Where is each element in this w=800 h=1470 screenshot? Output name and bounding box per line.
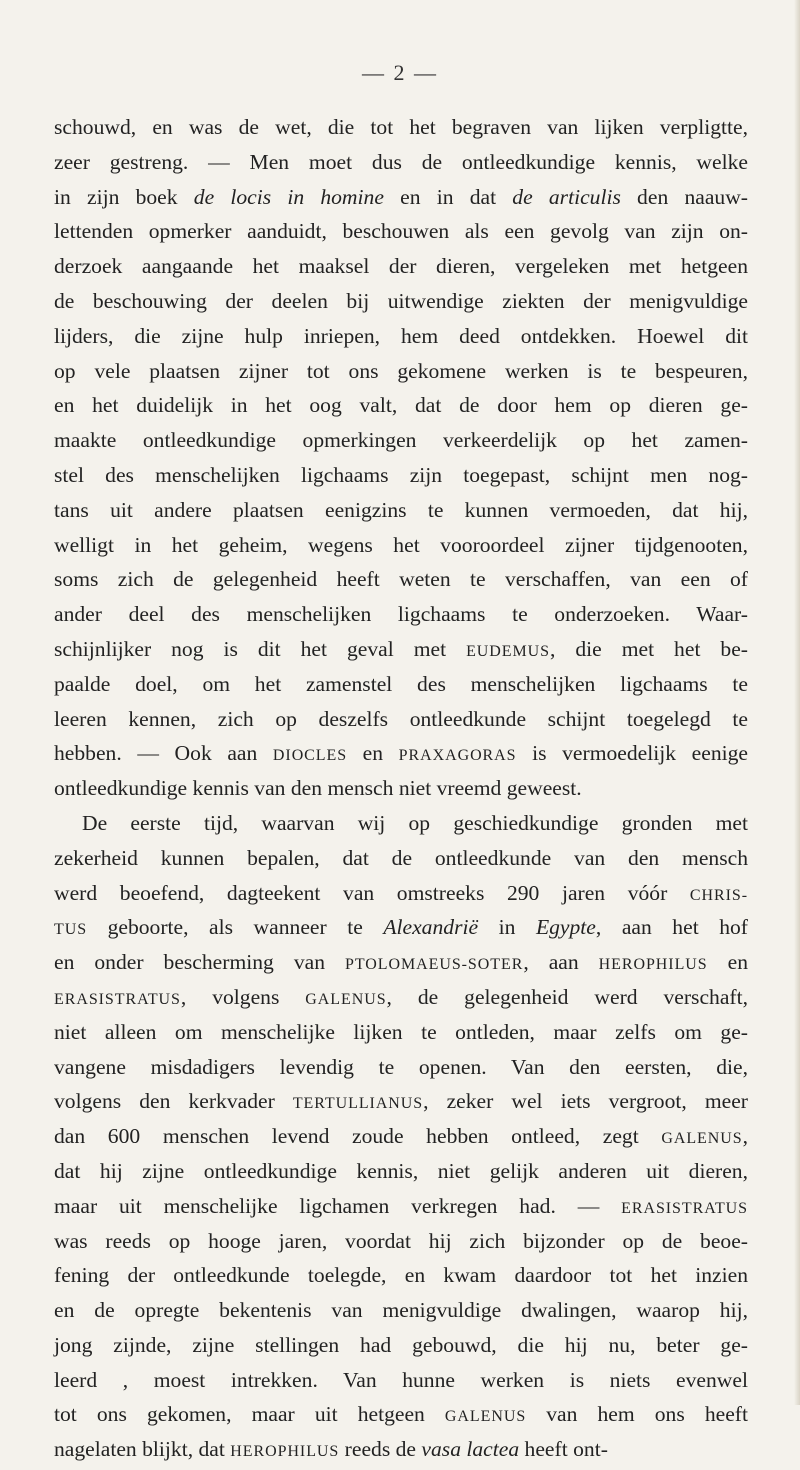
text-line	[54, 562, 748, 597]
text-segment: van hem ons heeft	[526, 1402, 748, 1427]
small-caps-name: EUDEMUS	[466, 642, 550, 660]
text-segment: derzoek aangaande het maaksel der dieren, vergeleken met hetgeen	[54, 254, 748, 279]
italic-term: de articulis	[512, 184, 621, 209]
text-line	[54, 180, 748, 215]
text-segment: welligt in het geheim, wegens het vooroordeel zijner tijdgenooten,	[54, 532, 748, 557]
page-number: — 2 —	[362, 60, 438, 85]
text-segment: volgens den kerkvader	[54, 1089, 293, 1114]
text-segment: in	[478, 915, 536, 940]
text-line	[54, 1258, 748, 1293]
text-segment: lijders, die zijne hulp inriepen, hem deed ontdekken. Hoewel dit	[54, 323, 748, 348]
text-line	[54, 1119, 748, 1154]
text-segment: lettenden opmerker aanduidt, beschouwen als een gevolg van zijn on-	[54, 219, 748, 244]
text-line	[54, 354, 748, 389]
text-line	[54, 945, 748, 980]
text-segment: den naauw-	[620, 184, 748, 209]
small-caps-name: PRAXAGORAS	[398, 747, 517, 765]
text-segment: De eerste tijd, waarvan wij op geschiedkundige gronden met	[82, 810, 748, 835]
text-line	[54, 1293, 748, 1328]
text-segment: was reeds op hooge jaren, voordat hij zich bijzonder op de beoe-	[54, 1228, 748, 1253]
text-segment: en	[347, 741, 399, 766]
text-line	[54, 597, 748, 632]
small-caps-name: TERTULLIANUS	[292, 1095, 424, 1113]
text-line	[54, 1189, 748, 1224]
text-line	[54, 1154, 748, 1189]
text-line	[54, 110, 748, 145]
text-segment: , aan	[523, 950, 599, 975]
small-caps-name: DIOCLES	[272, 747, 348, 765]
text-line	[54, 1432, 748, 1467]
text-line	[54, 493, 748, 528]
text-line	[54, 910, 748, 945]
text-line	[54, 1363, 748, 1398]
text-segment: maar uit menschelijke ligchamen verkregen had. —	[54, 1193, 622, 1218]
text-segment: en het duidelijk in het oog valt, dat de door hem op dieren ge-	[54, 393, 748, 418]
text-line	[54, 1050, 748, 1085]
text-line	[54, 145, 748, 180]
text-segment: dan 600 menschen levend zoude hebben ontleed, zegt	[54, 1124, 662, 1149]
page-edge-shadow	[794, 0, 800, 1405]
text-segment: ,	[742, 1124, 748, 1149]
text-line	[54, 876, 748, 911]
small-caps-name: GALENUS	[661, 1130, 743, 1148]
small-caps-name: GALENUS	[444, 1408, 527, 1426]
text-segment: en in dat	[383, 184, 513, 209]
text-line	[54, 214, 748, 249]
text-line	[54, 284, 748, 319]
text-line	[54, 319, 748, 354]
small-caps-name: ERASISTRATUS	[621, 1199, 748, 1217]
text-segment: geboorte, als wanneer te	[87, 915, 384, 940]
text-segment: maakte ontleedkundige opmerkingen verkeerdelijk op het zamen-	[54, 428, 748, 453]
small-caps-name: PTOLOMAEUS-SOTER	[345, 956, 524, 974]
text-segment: , die met het be-	[549, 636, 748, 661]
text-segment: nagelaten blijkt, dat	[54, 1437, 231, 1462]
text-segment: is vermoedelijk eenige	[516, 741, 748, 766]
text-segment: zekerheid kunnen bepalen, dat de ontleedkunde van den mensch	[54, 845, 748, 870]
text-segment: heeft ont-	[519, 1437, 608, 1462]
text-segment: paalde doel, om het zamenstel des menschelijken ligchaams te	[54, 671, 748, 696]
text-segment: ontleedkundige kennis van den mensch niet vreemd geweest.	[54, 776, 582, 801]
text-segment: jong zijnde, zijne stellingen had gebouwd, die hij nu, beter ge-	[54, 1332, 748, 1357]
text-segment: soms zich de gelegenheid heeft weten te verschaffen, van een of	[54, 567, 748, 592]
text-line	[54, 528, 748, 563]
text-line	[54, 458, 748, 493]
text-segment: stel des menschelijken ligchaams zijn toegepast, schijnt men nog-	[54, 462, 748, 487]
small-caps-name: HEROPHILUS	[230, 1443, 340, 1461]
text-segment: tans uit andere plaatsen eenigzins te kunnen vermoeden, dat hij,	[54, 497, 748, 522]
text-line	[54, 1224, 748, 1259]
text-segment: reeds de	[339, 1437, 422, 1462]
text-segment: dat hij zijne ontleedkundige kennis, niet gelijk anderen uit dieren,	[54, 1158, 748, 1183]
text-line	[54, 249, 748, 284]
text-segment: tot ons gekomen, maar uit hetgeen	[54, 1402, 445, 1427]
text-line	[54, 1328, 748, 1363]
text-line	[54, 632, 748, 667]
small-caps-name: GALENUS	[305, 990, 387, 1008]
italic-term: Alexandrië	[383, 915, 479, 940]
text-segment: en de opregte bekentenis van menigvuldige dwalingen, waarop hij,	[54, 1298, 748, 1323]
text-line	[54, 806, 748, 841]
text-segment: op vele plaatsen zijner tot ons gekomene werken is te bespeuren,	[54, 358, 748, 383]
text-line	[54, 1397, 748, 1432]
text-line	[54, 667, 748, 702]
body-text	[54, 110, 748, 1467]
text-segment: en onder bescherming van	[54, 950, 345, 975]
text-segment: schouwd, en was de wet, die tot het begraven van lijken verpligtte,	[54, 115, 748, 139]
text-segment: werd beoefend, dagteekent van omstreeks 290 jaren vóór	[54, 880, 690, 905]
text-segment: de beschouwing der deelen bij uitwendige ziekten der menigvuldige	[54, 288, 748, 313]
text-line	[54, 1084, 748, 1119]
text-segment: schijnlijker nog is dit het geval met	[54, 636, 467, 661]
text-segment: en	[707, 950, 748, 975]
small-caps-name: CHRIS-	[689, 886, 748, 904]
text-line	[54, 841, 748, 876]
text-segment: zeer gestreng. — Men moet dus de ontleedkundige kennis, welke	[54, 149, 748, 174]
text-segment: , zeker wel iets vergroot, meer	[423, 1089, 748, 1114]
text-segment: hebben. — Ook aan	[54, 741, 273, 766]
italic-term: vasa lactea	[421, 1437, 520, 1462]
italic-term: de locis in homine	[193, 184, 384, 209]
text-line	[54, 736, 748, 771]
text-segment: in zijn boek	[54, 184, 194, 209]
text-segment: vangene misdadigers levendig te openen. Van den eersten, die,	[54, 1054, 748, 1079]
text-line	[54, 388, 748, 423]
text-segment: ander deel des menschelijken ligchaams te onderzoeken. Waar-	[54, 602, 748, 627]
text-line	[54, 771, 748, 806]
text-line	[54, 423, 748, 458]
text-segment: , aan het hof	[595, 915, 748, 940]
text-segment: leeren kennen, zich op deszelfs ontleedkunde schijnt toegelegd te	[54, 706, 748, 731]
italic-term: Egypte	[535, 915, 596, 940]
text-line	[54, 980, 748, 1015]
small-caps-name: HEROPHILUS	[598, 956, 708, 974]
small-caps-name: ERASISTRATUS	[54, 990, 181, 1008]
text-line	[54, 1015, 748, 1050]
text-segment: , volgens	[180, 984, 306, 1009]
text-segment: , de gelegenheid werd verschaft,	[386, 984, 749, 1009]
text-line	[54, 702, 748, 737]
text-segment: leerd , moest intrekken. Van hunne werken is niets evenwel	[54, 1367, 748, 1392]
small-caps-name: TUS	[54, 921, 88, 939]
text-segment: fening der ontleedkunde toelegde, en kwam daardoor tot het inzien	[54, 1263, 748, 1288]
text-segment: niet alleen om menschelijke lijken te ontleden, maar zelfs om ge-	[54, 1019, 748, 1044]
